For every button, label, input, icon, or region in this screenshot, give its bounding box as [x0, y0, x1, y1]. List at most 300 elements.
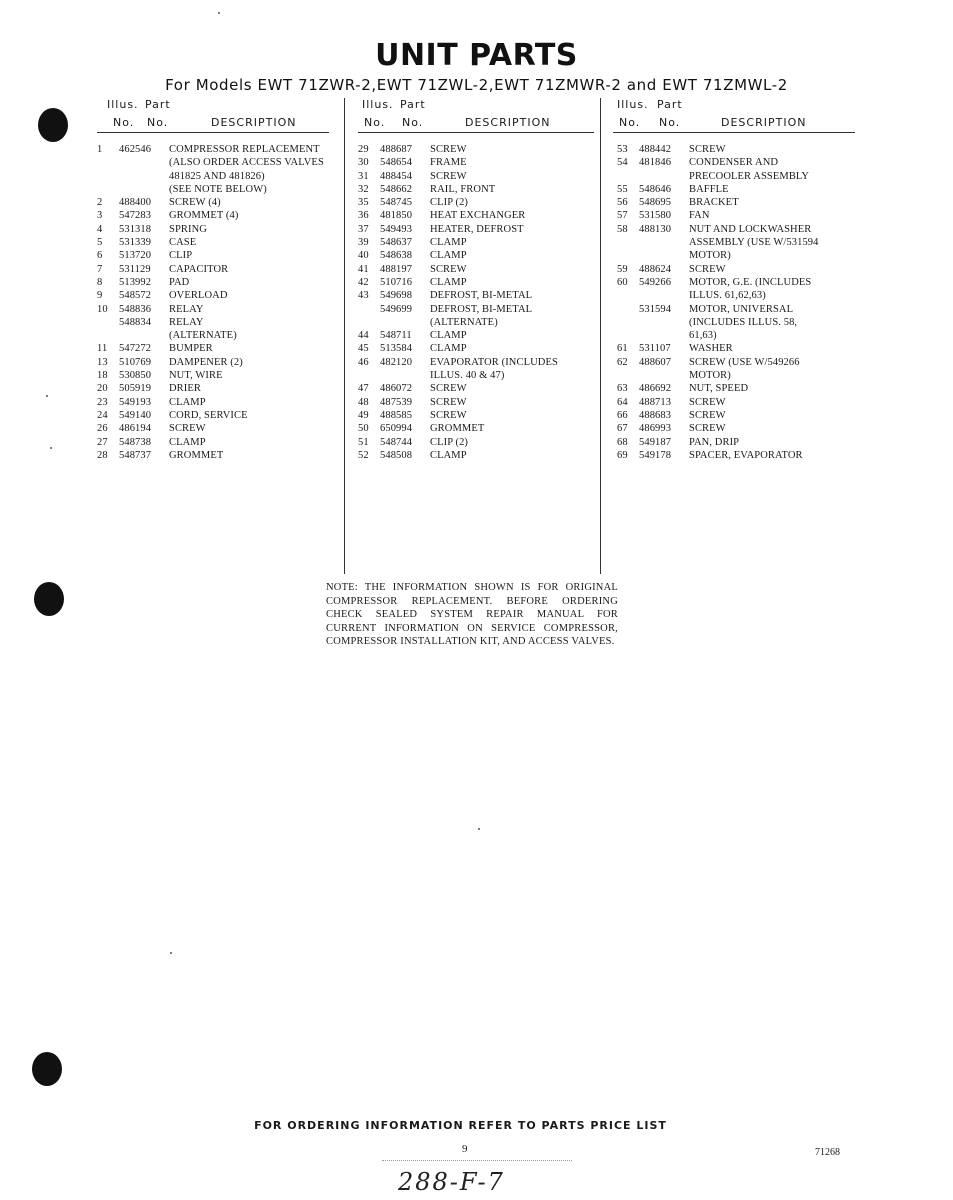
parts-row [97, 436, 347, 449]
illus-number: 43 [358, 290, 369, 302]
part-description: CLIP (2) [430, 197, 469, 209]
part-number: 531339 [119, 237, 152, 249]
part-description: BUMPER [169, 343, 213, 355]
parts-row [358, 449, 603, 462]
parts-row [358, 316, 603, 329]
parts-row [358, 303, 603, 316]
parts-row [358, 183, 603, 196]
illus-number: 52 [358, 449, 369, 461]
header-illus: Illus. [107, 98, 139, 111]
parts-row [617, 436, 862, 449]
part-description: (INCLUDES ILLUS. 58, [689, 316, 798, 328]
part-description: MOTOR) [689, 250, 731, 262]
parts-row [358, 342, 603, 355]
parts-row [617, 382, 862, 395]
part-description: (ALSO ORDER ACCESS VALVES [169, 157, 324, 169]
illus-number: 51 [358, 436, 369, 448]
parts-row [97, 422, 347, 435]
page-subtitle: For Models EWT 71ZWR-2,EWT 71ZWL-2,EWT 71ZMWR-2 and EWT 71ZMWL-2 [165, 76, 788, 94]
part-number: 486692 [639, 383, 672, 395]
part-description: CLAMP [430, 449, 467, 461]
part-description: CLIP [169, 250, 193, 262]
part-description: SCREW [430, 144, 467, 155]
header-illus: Illus. [362, 98, 394, 111]
page-number: 9 [462, 1143, 468, 1155]
header-rule [613, 132, 855, 133]
part-number: 548738 [119, 436, 152, 448]
parts-row [97, 249, 347, 262]
part-description: CLAMP [430, 250, 467, 262]
illus-number: 68 [617, 436, 628, 448]
column-divider-2 [600, 98, 601, 574]
scan-speck [478, 828, 480, 830]
parts-row [617, 236, 862, 249]
part-description: 61,63) [689, 330, 717, 342]
part-description: SCREW [169, 423, 206, 435]
illus-number: 64 [617, 396, 628, 408]
part-description: COMPRESSOR REPLACEMENT [169, 144, 320, 155]
part-description: SCREW [430, 396, 467, 408]
part-description: BAFFLE [689, 183, 729, 195]
part-description: NUT, WIRE [169, 370, 223, 382]
part-description: PAN, DRIP [689, 436, 740, 448]
parts-list [358, 143, 603, 462]
parts-list [617, 143, 862, 462]
parts-row [97, 316, 347, 329]
part-number: 487539 [380, 396, 413, 408]
parts-row [97, 196, 347, 209]
illus-number: 5 [97, 237, 103, 249]
part-description: SCREW (4) [169, 197, 221, 209]
part-number: 531594 [639, 303, 672, 315]
part-number: 486194 [119, 423, 152, 435]
header-no-2: No. [402, 116, 424, 129]
parts-row [617, 143, 862, 156]
parts-row [97, 156, 347, 169]
parts-row [358, 170, 603, 183]
part-description: SPRING [169, 223, 207, 235]
parts-row [617, 329, 862, 342]
column-header [97, 98, 347, 134]
part-number: 488683 [639, 409, 672, 421]
parts-row [617, 396, 862, 409]
header-no-2: No. [659, 116, 681, 129]
part-description: ILLUS. 61,62,63) [689, 290, 766, 302]
part-number: 482120 [380, 356, 413, 368]
parts-row [97, 342, 347, 355]
parts-row [358, 422, 603, 435]
illus-number: 1 [97, 144, 103, 155]
parts-row [97, 170, 347, 183]
parts-row [617, 356, 862, 369]
parts-row [97, 183, 347, 196]
parts-row [617, 289, 862, 302]
parts-row [358, 156, 603, 169]
parts-row [617, 409, 862, 422]
handwritten-annotation: 288-F-7 [398, 1168, 505, 1196]
parts-row [617, 209, 862, 222]
header-illus: Illus. [617, 98, 649, 111]
parts-row [617, 422, 862, 435]
illus-number: 2 [97, 197, 103, 209]
parts-row [358, 382, 603, 395]
part-description: SCREW [430, 263, 467, 275]
part-description: PAD [169, 276, 190, 288]
part-number: 548836 [119, 303, 152, 315]
parts-row [97, 409, 347, 422]
illus-number: 46 [358, 356, 369, 368]
header-rule [97, 132, 329, 133]
illus-number: 7 [97, 263, 103, 275]
parts-column-3 [617, 98, 862, 461]
illus-number: 41 [358, 263, 369, 275]
illus-number: 44 [358, 330, 369, 342]
illus-number: 49 [358, 409, 369, 421]
parts-row [358, 356, 603, 369]
part-number: 531318 [119, 223, 152, 235]
illus-number: 59 [617, 263, 628, 275]
ordering-footer: FOR ORDERING INFORMATION REFER TO PARTS PRICE LIST [254, 1119, 667, 1132]
part-description: ASSEMBLY (USE W/531594 [689, 237, 819, 249]
part-number: 549187 [639, 436, 672, 448]
part-description: CONDENSER AND [689, 157, 779, 169]
parts-row [617, 263, 862, 276]
part-description: NUT, SPEED [689, 383, 749, 395]
header-description: DESCRIPTION [211, 116, 297, 129]
parts-row [358, 409, 603, 422]
parts-row [617, 276, 862, 289]
part-description: CAPACITOR [169, 263, 229, 275]
parts-column-2 [358, 98, 603, 461]
part-description: RELAY [169, 316, 204, 328]
document-number: 71268 [815, 1147, 840, 1158]
part-number: 548572 [119, 290, 152, 302]
parts-row [97, 303, 347, 316]
header-part: Part [400, 98, 426, 111]
part-number: 531580 [639, 210, 672, 222]
part-number: 548737 [119, 449, 152, 461]
illus-number: 67 [617, 423, 628, 435]
illus-number: 66 [617, 409, 628, 421]
illus-number: 18 [97, 370, 108, 382]
illus-number: 63 [617, 383, 628, 395]
illus-number: 30 [358, 157, 369, 169]
parts-row [97, 276, 347, 289]
part-description: (ALTERNATE) [169, 330, 237, 342]
part-number: 549493 [380, 223, 413, 235]
parts-row [97, 209, 347, 222]
part-description: SCREW (USE W/549266 [689, 356, 800, 368]
illus-number: 13 [97, 356, 108, 368]
parts-row [358, 223, 603, 236]
part-description: CLIP (2) [430, 436, 469, 448]
illus-number: 58 [617, 223, 628, 235]
illus-number: 3 [97, 210, 103, 222]
illus-number: 36 [358, 210, 369, 222]
column-header [617, 98, 862, 134]
parts-row [97, 449, 347, 462]
parts-row [617, 183, 862, 196]
part-number: 488687 [380, 144, 413, 155]
parts-row [97, 289, 347, 302]
part-description: FAN [689, 210, 710, 222]
parts-row [358, 369, 603, 382]
illus-number: 53 [617, 144, 628, 155]
part-description: 481825 AND 481826) [169, 170, 265, 182]
illus-number: 54 [617, 157, 628, 169]
part-number: 505919 [119, 383, 152, 395]
compressor-note: NOTE: THE INFORMATION SHOWN IS FOR ORIGINAL COMPRESSOR REPLACEMENT. BEFORE ORDERING CHECK SEALED SYSTEM REPAIR MANUAL FOR CURRENT INFORMATION ON SERVICE COMPRESSOR, COMPRESSOR INSTALLATION KIT, AND ACCESS VALVES. [326, 582, 618, 647]
part-description: NUT AND LOCKWASHER [689, 223, 812, 235]
part-number: 513720 [119, 250, 152, 262]
part-number: 530850 [119, 370, 152, 382]
illus-number: 28 [97, 449, 108, 461]
part-description: SCREW [689, 263, 726, 275]
part-number: 481846 [639, 157, 672, 169]
parts-row [97, 329, 347, 342]
part-description: GROMMET [169, 449, 224, 461]
part-description: SCREW [689, 144, 726, 155]
parts-row [358, 329, 603, 342]
illus-number: 60 [617, 276, 628, 288]
part-number: 548638 [380, 250, 413, 262]
illus-number: 47 [358, 383, 369, 395]
illus-number: 4 [97, 223, 103, 235]
part-description: CLAMP [430, 237, 467, 249]
part-number: 531107 [639, 343, 671, 355]
illus-number: 29 [358, 144, 369, 155]
illus-number: 37 [358, 223, 369, 235]
part-description: SCREW [430, 409, 467, 421]
part-description: SCREW [689, 409, 726, 421]
part-number: 488454 [380, 170, 413, 182]
header-part: Part [145, 98, 171, 111]
part-description: EVAPORATOR (INCLUDES [430, 356, 558, 368]
part-description: SCREW [689, 396, 726, 408]
part-number: 549193 [119, 396, 152, 408]
part-number: 549698 [380, 290, 413, 302]
part-description: CLAMP [169, 436, 206, 448]
illus-number: 35 [358, 197, 369, 209]
part-description: RAIL, FRONT [430, 183, 496, 195]
binder-hole-top [38, 108, 68, 142]
parts-row [617, 170, 862, 183]
part-description: CASE [169, 237, 197, 249]
illus-number: 31 [358, 170, 369, 182]
part-number: 548508 [380, 449, 413, 461]
illus-number: 23 [97, 396, 108, 408]
header-no: No. [364, 116, 386, 129]
part-description: OVERLOAD [169, 290, 228, 302]
parts-row [617, 156, 862, 169]
parts-row [358, 263, 603, 276]
parts-row [617, 369, 862, 382]
parts-list [97, 143, 347, 462]
part-number: 486072 [380, 383, 413, 395]
parts-row [97, 143, 347, 156]
scan-speck [218, 12, 220, 14]
part-description: SCREW [430, 170, 467, 182]
parts-row [358, 196, 603, 209]
illus-number: 48 [358, 396, 369, 408]
part-description: SPACER, EVAPORATOR [689, 449, 803, 461]
parts-row [358, 249, 603, 262]
parts-row [358, 289, 603, 302]
part-number: 488585 [380, 409, 413, 421]
part-description: FRAME [430, 157, 467, 169]
part-number: 548654 [380, 157, 413, 169]
part-description: DAMPENER (2) [169, 356, 243, 368]
parts-row [358, 276, 603, 289]
part-number: 510716 [380, 276, 413, 288]
part-number: 488713 [639, 396, 672, 408]
illus-number: 8 [97, 276, 103, 288]
part-description: (ALTERNATE) [430, 316, 498, 328]
part-number: 547283 [119, 210, 152, 222]
column-divider-1 [344, 98, 345, 574]
part-number: 548711 [380, 330, 412, 342]
part-number: 548695 [639, 197, 672, 209]
part-description: CLAMP [430, 276, 467, 288]
part-number: 549266 [639, 276, 672, 288]
part-number: 549178 [639, 449, 672, 461]
illus-number: 9 [97, 290, 103, 302]
part-description: GROMMET [430, 423, 485, 435]
scan-speck [170, 952, 172, 954]
parts-row [358, 209, 603, 222]
header-no: No. [113, 116, 135, 129]
scan-speck [50, 447, 52, 449]
part-number: 488442 [639, 144, 672, 155]
part-description: CLAMP [169, 396, 206, 408]
part-number: 549699 [380, 303, 413, 315]
part-description: CLAMP [430, 330, 467, 342]
header-description: DESCRIPTION [465, 116, 551, 129]
part-description: HEAT EXCHANGER [430, 210, 526, 222]
parts-row [358, 143, 603, 156]
part-number: 549140 [119, 409, 152, 421]
illus-number: 20 [97, 383, 108, 395]
parts-row [358, 396, 603, 409]
parts-row [617, 196, 862, 209]
illus-number: 61 [617, 343, 628, 355]
part-number: 531129 [119, 263, 151, 275]
part-number: 481850 [380, 210, 413, 222]
part-number: 548834 [119, 316, 152, 328]
part-description: HEATER, DEFROST [430, 223, 524, 235]
page-title: UNIT PARTS [375, 38, 578, 73]
scan-dots [382, 1160, 572, 1163]
part-description: ILLUS. 40 & 47) [430, 370, 505, 382]
header-no-2: No. [147, 116, 169, 129]
parts-row [97, 356, 347, 369]
parts-row [617, 249, 862, 262]
parts-row [358, 236, 603, 249]
parts-row [617, 303, 862, 316]
part-number: 548744 [380, 436, 413, 448]
part-description: CORD, SERVICE [169, 409, 248, 421]
binder-hole-middle [34, 582, 64, 616]
part-description: MOTOR, G.E. (INCLUDES [689, 276, 812, 288]
part-description: DRIER [169, 383, 201, 395]
part-number: 488400 [119, 197, 152, 209]
part-number: 513584 [380, 343, 413, 355]
part-description: DEFROST, BI-METAL [430, 290, 533, 302]
part-number: 462546 [119, 144, 152, 155]
illus-number: 56 [617, 197, 628, 209]
part-description: SCREW [689, 423, 726, 435]
parts-row [97, 263, 347, 276]
parts-column-1 [97, 98, 347, 461]
part-description: SCREW [430, 383, 467, 395]
header-part: Part [657, 98, 683, 111]
part-number: 486993 [639, 423, 672, 435]
illus-number: 6 [97, 250, 103, 262]
parts-row [617, 342, 862, 355]
part-description: DEFROST, BI-METAL [430, 303, 533, 315]
part-number: 488607 [639, 356, 672, 368]
part-number: 548637 [380, 237, 413, 249]
column-header [358, 98, 603, 134]
illus-number: 62 [617, 356, 628, 368]
illus-number: 40 [358, 250, 369, 262]
parts-row [617, 449, 862, 462]
part-number: 548745 [380, 197, 413, 209]
part-description: GROMMET (4) [169, 210, 239, 222]
parts-row [97, 369, 347, 382]
part-description: (SEE NOTE BELOW) [169, 183, 267, 195]
illus-number: 10 [97, 303, 108, 315]
illus-number: 57 [617, 210, 628, 222]
header-no: No. [619, 116, 641, 129]
part-number: 548646 [639, 183, 672, 195]
part-number: 488197 [380, 263, 413, 275]
part-description: MOTOR, UNIVERSAL [689, 303, 794, 315]
part-description: RELAY [169, 303, 204, 315]
illus-number: 42 [358, 276, 369, 288]
illus-number: 69 [617, 449, 628, 461]
illus-number: 55 [617, 183, 628, 195]
part-number: 650994 [380, 423, 413, 435]
parts-row [358, 436, 603, 449]
part-description: BRACKET [689, 197, 739, 209]
part-description: CLAMP [430, 343, 467, 355]
parts-row [97, 223, 347, 236]
part-description: WASHER [689, 343, 733, 355]
illus-number: 26 [97, 423, 108, 435]
illus-number: 39 [358, 237, 369, 249]
parts-row [617, 316, 862, 329]
binder-hole-bottom [32, 1052, 62, 1086]
part-number: 488130 [639, 223, 672, 235]
illus-number: 27 [97, 436, 108, 448]
part-number: 488624 [639, 263, 672, 275]
part-number: 548662 [380, 183, 413, 195]
illus-number: 32 [358, 183, 369, 195]
illus-number: 50 [358, 423, 369, 435]
illus-number: 11 [97, 343, 108, 355]
part-description: MOTOR) [689, 370, 731, 382]
part-number: 513992 [119, 276, 152, 288]
parts-row [97, 382, 347, 395]
part-number: 510769 [119, 356, 152, 368]
illus-number: 24 [97, 409, 108, 421]
scan-speck [46, 395, 48, 397]
part-description: PRECOOLER ASSEMBLY [689, 170, 810, 182]
parts-row [617, 223, 862, 236]
header-description: DESCRIPTION [721, 116, 807, 129]
part-number: 547272 [119, 343, 152, 355]
